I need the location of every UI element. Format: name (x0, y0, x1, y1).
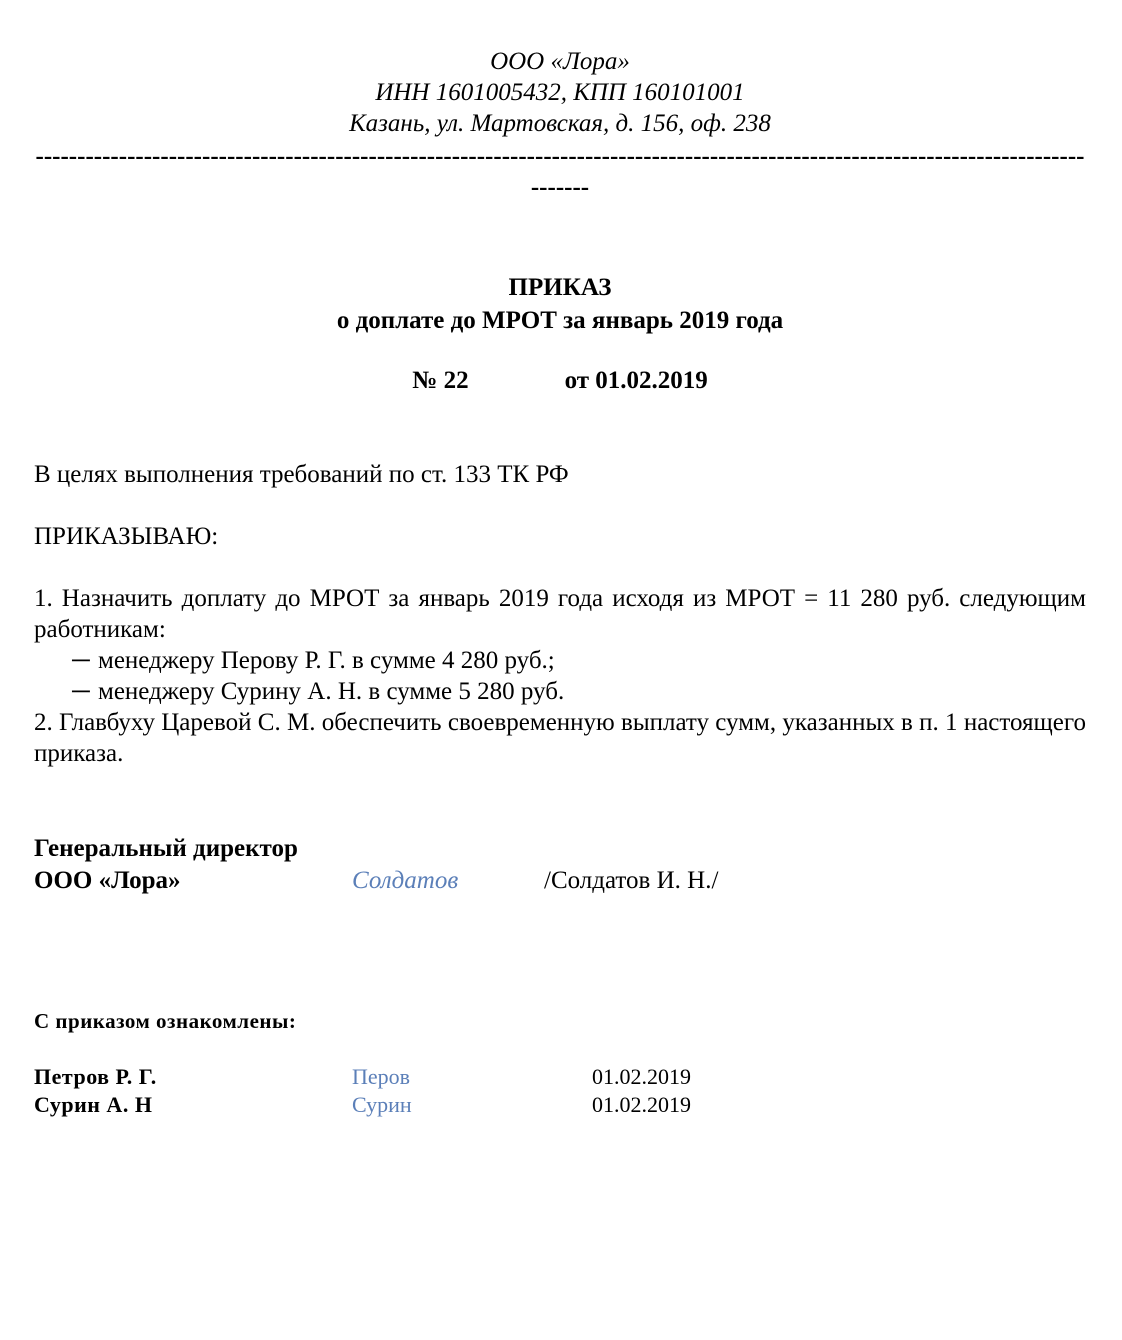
signatory-org: ООО «Лора» (34, 867, 181, 894)
order-points (34, 583, 1086, 769)
dash-bullet-icon: ─ (72, 647, 90, 674)
signatory-role: Генеральный директор (34, 835, 298, 862)
order-point-2: 2. Главбуху Царевой С. М. обеспечить своевременную выплату сумм, указанных в п. 1 настоящего приказа. (34, 709, 1086, 767)
list-item (34, 645, 1086, 676)
acknowledgement-date: 01.02.2019 (592, 1092, 691, 1117)
director-signature-block (34, 833, 1086, 897)
company-tax-ids: ИНН 1601005432, КПП 160101001 (375, 79, 745, 106)
document-heading: ПРИКАЗ (508, 274, 612, 301)
header-separator: ------------------------------------------------------------------------------------------------------------------------------------- (35, 143, 1085, 201)
employee-name: Петров Р. Г. (34, 1064, 157, 1089)
order-document (34, 46, 1086, 1119)
order-point-1: 1. Назначить доплату до МРОТ за январь 2019 года исходя из МРОТ = 11 280 руб. следующим работникам: (34, 585, 1086, 643)
signature-decipher: /Солдатов И. Н./ (544, 867, 719, 894)
list-item-text: менеджеру Сурину А. Н. в сумме 5 280 руб. (98, 678, 565, 705)
acknowledgement-title: С приказом ознакомлены: (34, 1009, 297, 1033)
title-block (34, 271, 1086, 337)
company-name: ООО «Лора» (490, 48, 630, 75)
employee-name: Сурин А. Н (34, 1092, 153, 1117)
list-item-text: менеджеру Перову Р. Г. в сумме 4 280 руб.; (98, 647, 555, 674)
company-address: Казань, ул. Мартовская, д. 156, оф. 238 (349, 110, 771, 137)
order-number: № 22 (412, 367, 469, 394)
document-subject: о доплате до МРОТ за январь 2019 года (336, 307, 784, 334)
director-signature: Солдатов (352, 867, 459, 894)
order-date: от 01.02.2019 (564, 367, 708, 394)
acknowledgement-list (34, 1063, 1086, 1119)
command-word: ПРИКАЗЫВАЮ: (34, 523, 219, 550)
acknowledgement-date: 01.02.2019 (592, 1064, 691, 1089)
preamble: В целях выполнения требований по ст. 133 ТК РФ (34, 461, 569, 488)
dash-bullet-icon: ─ (72, 678, 90, 705)
table-row (34, 1091, 1086, 1119)
order-number-line (34, 365, 1086, 397)
employee-signature: Сурин (352, 1092, 412, 1117)
employee-signature: Перов (352, 1064, 411, 1089)
company-header (34, 46, 1086, 139)
list-item (34, 676, 1086, 707)
table-row (34, 1063, 1086, 1091)
